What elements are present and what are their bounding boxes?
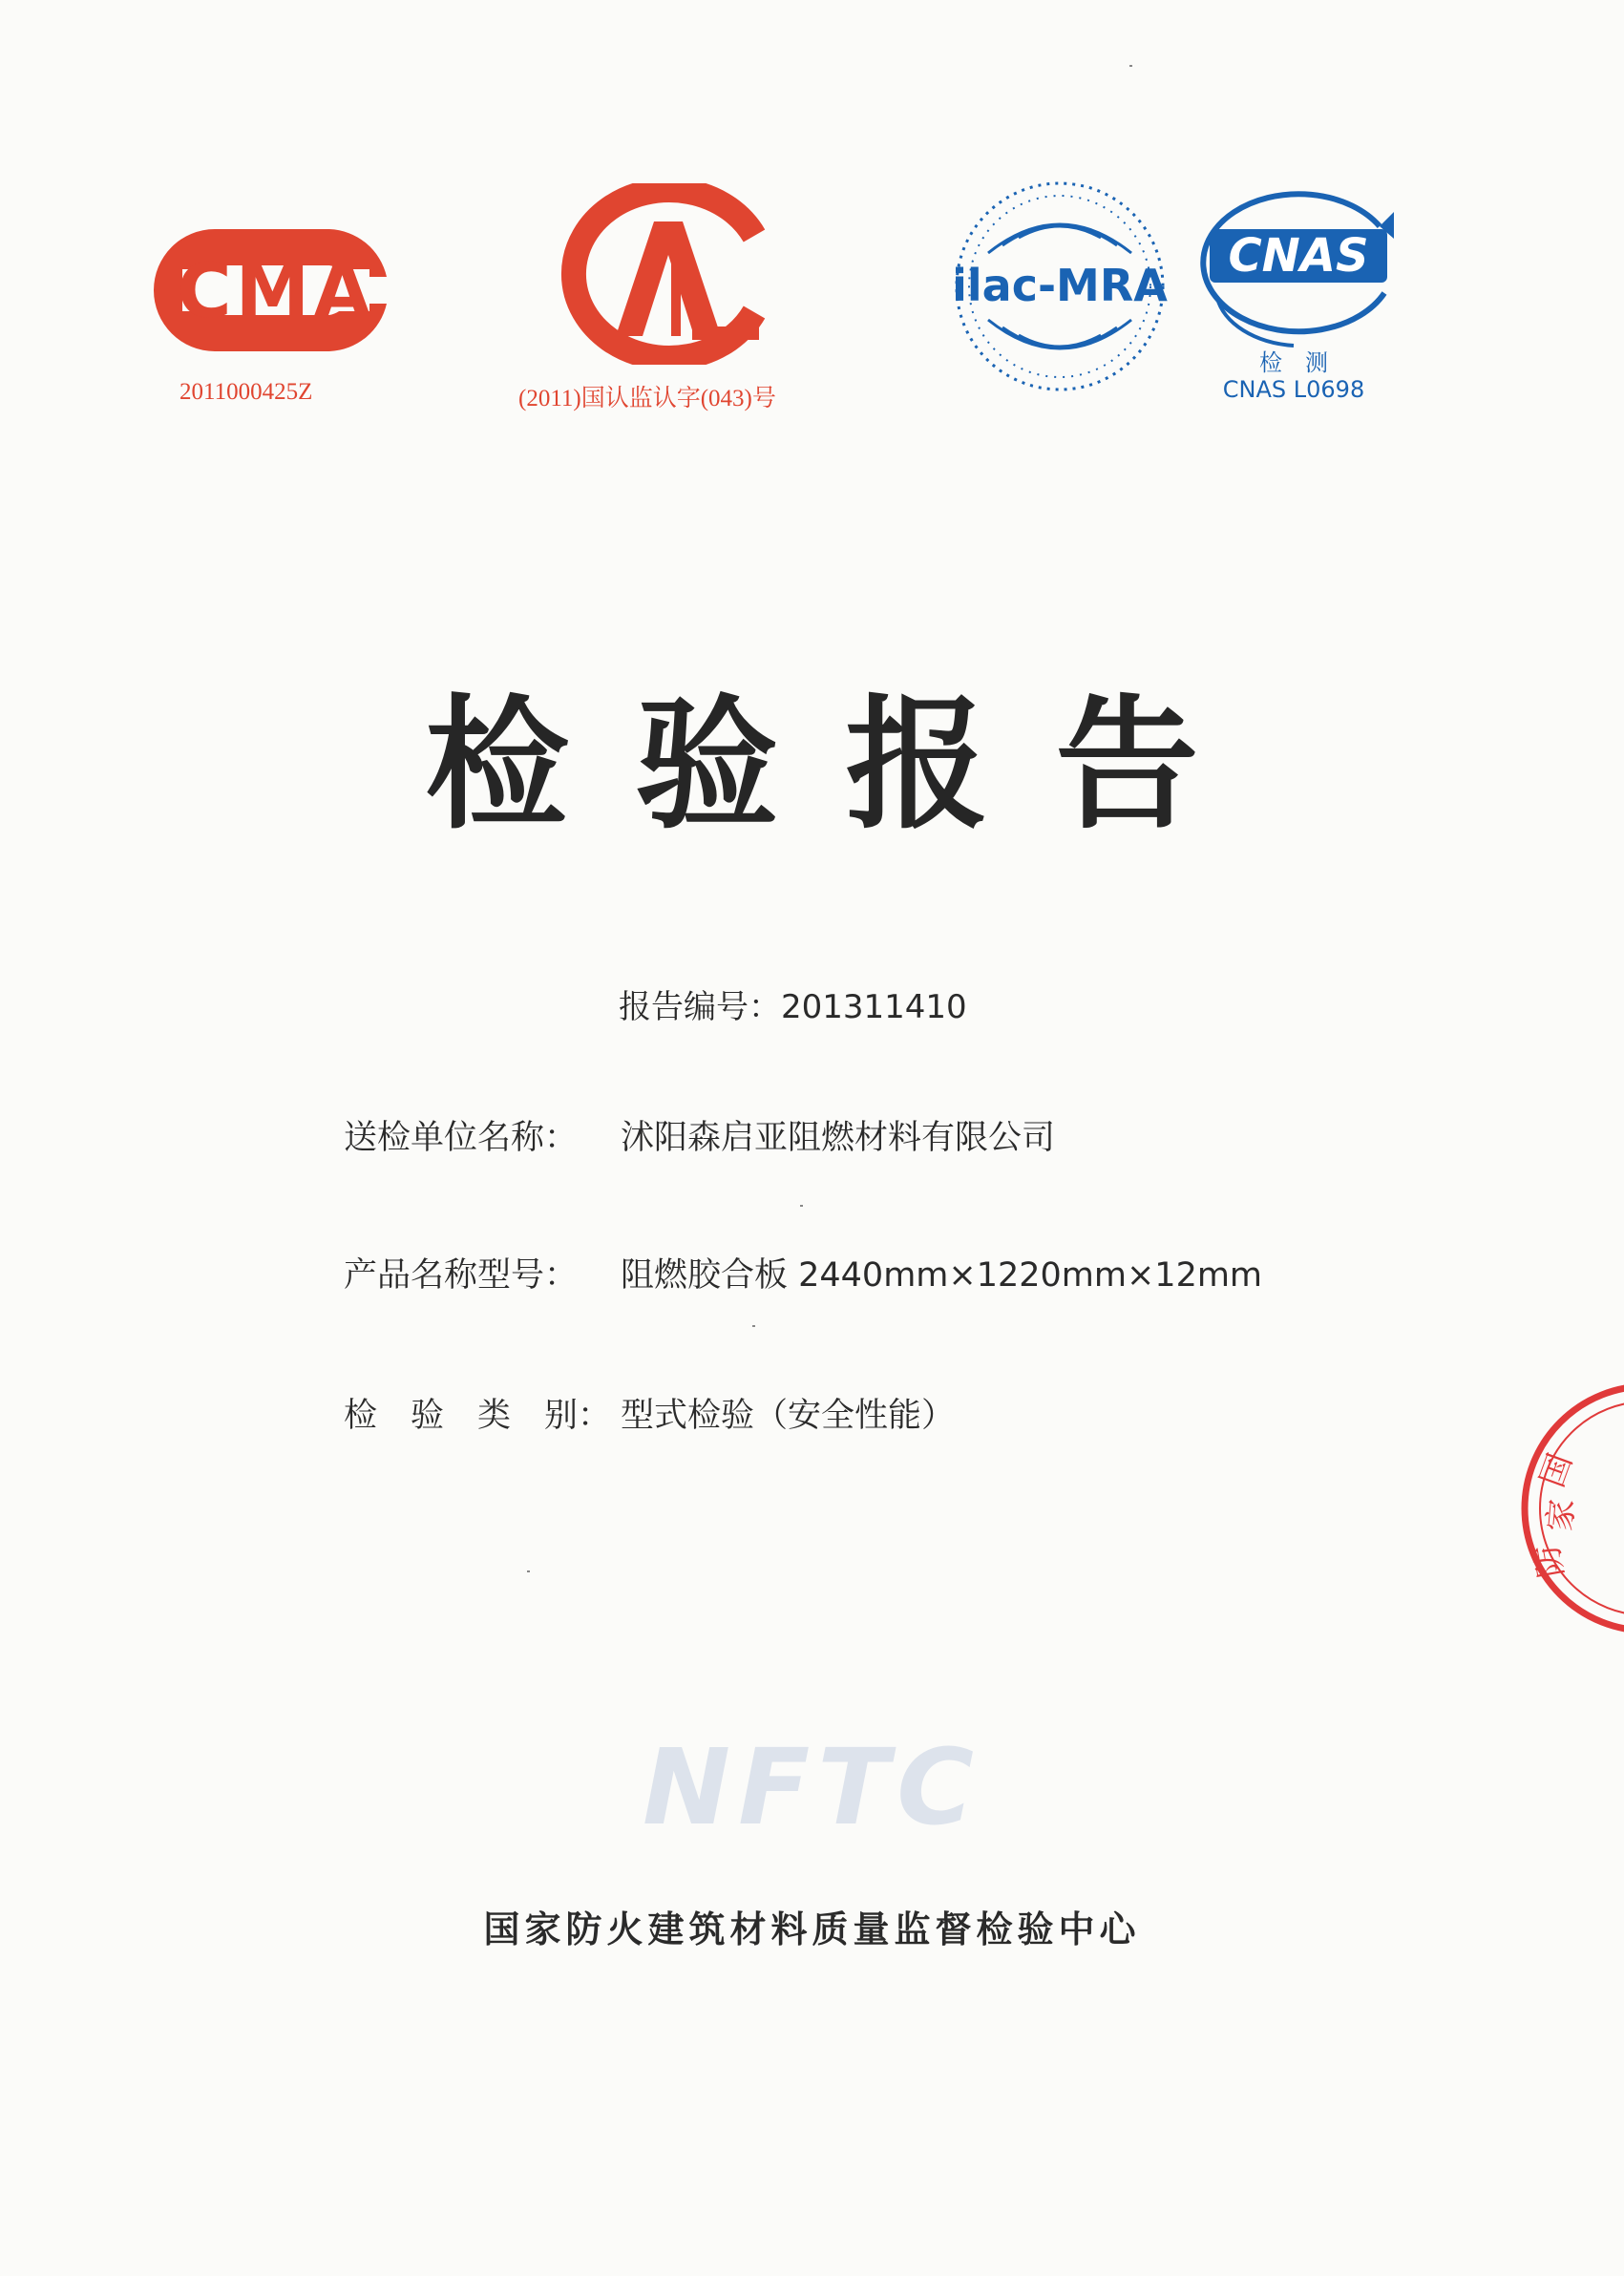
cma-logo (148, 221, 396, 360)
cma-caption: 2011000425Z (179, 379, 313, 405)
field-submitter (344, 1111, 1055, 1159)
cma-logo-text: CMA (177, 249, 375, 335)
cnas-logo-text: CNAS (1228, 229, 1369, 283)
report-number (619, 980, 967, 1027)
svg-text:国: 国 (1532, 1448, 1581, 1493)
nftc-watermark: NFTC (643, 1726, 981, 1848)
scan-speck (800, 1205, 803, 1207)
cnas-caption (1198, 349, 1389, 403)
field-product-label: 产品名称型号： (344, 1256, 579, 1295)
report-number-value: 201311410 (781, 988, 967, 1026)
report-number-label: 报告编号： (619, 988, 781, 1026)
svg-text:家: 家 (1541, 1497, 1582, 1533)
field-product (344, 1249, 1262, 1296)
issuing-organization: 国家防火建筑材料质量监督检验中心 (483, 1908, 1141, 1950)
field-submitter-value: 沭阳森启亚阻燃材料有限公司 (621, 1119, 1056, 1157)
cal-logo (559, 183, 773, 365)
ilac-mra-logo (950, 177, 1170, 396)
report-title: 检验报告 (425, 683, 1266, 849)
field-test-type-label: 检 验 类 别： (344, 1397, 612, 1435)
cal-caption: (2011)国认监认字(043)号 (518, 386, 776, 411)
field-test-type-value: 型式检验（安全性能） (621, 1397, 956, 1435)
field-submitter-label: 送检单位名称： (344, 1119, 579, 1157)
ilac-mra-text: ilac-MRA (952, 260, 1168, 311)
cnas-caption-line1: 检 测 (1259, 349, 1328, 376)
svg-text:防: 防 (1528, 1541, 1571, 1581)
field-test-type (344, 1389, 955, 1437)
cal-logo-text: CAL (559, 183, 560, 184)
cnas-logo (1189, 183, 1408, 350)
stamp-text: 国家防火 (1504, 1375, 1508, 1376)
scan-speck (527, 1570, 530, 1572)
scan-speck (752, 1325, 755, 1327)
scan-speck (1129, 65, 1132, 67)
red-stamp (1504, 1375, 1624, 1646)
field-product-value: 阻燃胶合板 2440mm×1220mm×12mm (621, 1256, 1263, 1295)
cnas-caption-line2: CNAS L0698 (1222, 376, 1365, 403)
